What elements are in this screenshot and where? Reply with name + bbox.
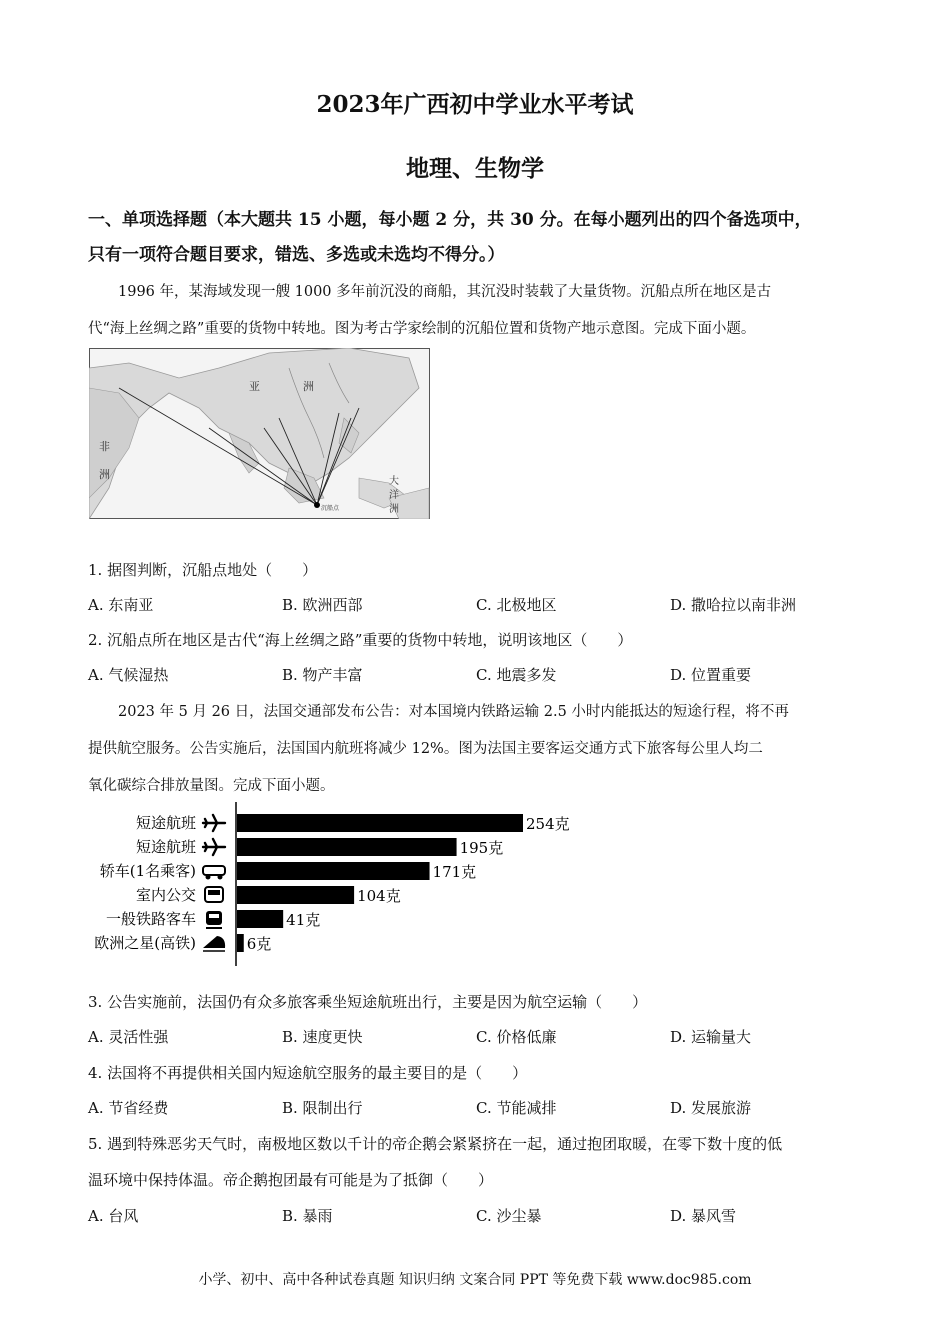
- chart-bar: [237, 934, 244, 952]
- chart-category-label: 欧洲之星(高铁): [94, 934, 196, 952]
- q5-stem-line2: 温环境中保持体温。帝企鹅抱团最有可能是为了抵御（ ）: [88, 1171, 494, 1189]
- map-label-wreck: 沉船点: [321, 505, 340, 512]
- map-label-asia: 亚: [249, 380, 260, 393]
- chart-bar: [237, 886, 354, 904]
- page-title: 2023年广西初中学业水平考试: [316, 91, 634, 118]
- q1-option-d[interactable]: D. 撒哈拉以南非洲: [670, 596, 797, 614]
- chart-category-label: 短途航班: [135, 814, 196, 832]
- chart-category-label: 轿车(1名乘客): [99, 862, 196, 880]
- q3-option-b[interactable]: B. 速度更快: [282, 1028, 363, 1046]
- q4-option-a[interactable]: A. 节省经费: [88, 1099, 169, 1117]
- chart-category-label: 短途航班: [135, 838, 196, 856]
- chart-bar: [237, 838, 457, 856]
- car-icon: [203, 866, 225, 880]
- q5-option-a[interactable]: A. 台风: [88, 1207, 139, 1225]
- chart-bar: [237, 814, 523, 832]
- passage2-line1: 2023 年 5 月 26 日，法国交通部发布公告：对本国境内铁路运输 2.5 小时内能抵达的短途行程，将不再: [118, 704, 789, 720]
- shipwreck-map: [89, 348, 430, 519]
- chart-category-label: 室内公交: [135, 886, 196, 904]
- q2-stem: 2. 沉船点所在地区是古代“海上丝绸之路”重要的货物中转地，说明该地区（ ）: [88, 631, 633, 649]
- chart-value-label: 171克: [432, 863, 477, 881]
- q4-option-b[interactable]: B. 限制出行: [282, 1099, 363, 1117]
- q5-option-d[interactable]: D. 暴风雪: [670, 1207, 737, 1225]
- chart-bar: [237, 862, 430, 880]
- q5-stem-line1: 5. 遇到特殊恶劣天气时，南极地区数以千计的帝企鹅会紧紧挤在一起，通过抱团取暖，在零下数十度的低: [88, 1135, 783, 1153]
- q1-option-b[interactable]: B. 欧洲西部: [282, 596, 363, 614]
- chart-category-label: 一般铁路客车: [105, 910, 196, 928]
- q2-option-c[interactable]: C. 地震多发: [476, 666, 557, 684]
- q1-option-c[interactable]: C. 北极地区: [476, 596, 557, 614]
- passage2-line3: 氧化碳综合排放量图。完成下面小题。: [88, 778, 335, 794]
- q3-option-d[interactable]: D. 运输量大: [670, 1028, 752, 1046]
- chart-bar: [237, 910, 283, 928]
- emissions-chart-svg: [80, 800, 600, 970]
- q2-option-b[interactable]: B. 物产丰富: [282, 666, 363, 684]
- map-label-asia2: 洲: [303, 380, 314, 393]
- map-label-oceania: 大: [389, 476, 399, 487]
- bus-icon: [205, 887, 223, 902]
- page-subtitle: 地理、生物学: [406, 155, 544, 182]
- passage1-line1: 1996 年，某海域发现一艘 1000 多年前沉没的商船，其沉没时装载了大量货物。沉船点所在地区是古: [118, 284, 772, 300]
- q1-option-a[interactable]: A. 东南亚: [88, 596, 154, 614]
- q3-option-a[interactable]: A. 灵活性强: [88, 1028, 169, 1046]
- q2-option-a[interactable]: A. 气候湿热: [88, 666, 169, 684]
- q4-option-d[interactable]: D. 发展旅游: [670, 1099, 752, 1117]
- map-label-oceania2: 洋: [389, 490, 399, 501]
- train-icon: [206, 911, 222, 928]
- map-label-oceania3: 洲: [389, 504, 399, 515]
- q4-option-c[interactable]: C. 节能减排: [476, 1099, 557, 1117]
- q5-option-c[interactable]: C. 沙尘暴: [476, 1207, 542, 1225]
- section-heading-line1: 一、单项选择题（本大题共 15 小题，每小题 2 分，共 30 分。在每小题列出的四个备选项中，: [88, 210, 812, 230]
- map-label-africa2: 洲: [99, 468, 110, 481]
- chart-value-label: 195克: [459, 839, 504, 857]
- airplane-icon: [203, 815, 225, 831]
- airplane-icon: [203, 839, 225, 855]
- chart-value-label: 104克: [357, 887, 401, 905]
- chart-value-label: 254克: [526, 815, 570, 833]
- map-label-africa: 非: [99, 440, 110, 453]
- chart-value-label: 6克: [246, 935, 272, 953]
- q3-option-c[interactable]: C. 价格低廉: [476, 1028, 557, 1046]
- q2-option-d[interactable]: D. 位置重要: [670, 666, 752, 684]
- passage1-line2: 代“海上丝绸之路”重要的货物中转地。图为考古学家绘制的沉船位置和货物产地示意图。完成下面小题。: [88, 321, 756, 337]
- q5-option-b[interactable]: B. 暴雨: [282, 1207, 333, 1225]
- q3-stem: 3. 公告实施前，法国仍有众多旅客乘坐短途航班出行，主要是因为航空运输（ ）: [88, 993, 648, 1011]
- chart-value-label: 41克: [286, 911, 321, 929]
- passage2-line2: 提供航空服务。公告实施后，法国国内航班将减少 12%。图为法国主要客运交通方式下旅客每公里人均二: [88, 741, 763, 757]
- emissions-bar-chart: [80, 800, 600, 970]
- q1-stem: 1. 据图判断，沉船点地处（ ）: [88, 561, 318, 579]
- section-heading-line2: 只有一项符合题目要求，错选、多选或未选均不得分。）: [88, 245, 505, 265]
- footer-text: 小学、初中、高中各种试卷真题 知识归纳 文案合同 PPT 等免费下载 www.doc985.com: [198, 1272, 752, 1288]
- q4-stem: 4. 法国将不再提供相关国内短途航空服务的最主要目的是（ ）: [88, 1064, 528, 1082]
- highspeed-train-icon: [203, 936, 225, 951]
